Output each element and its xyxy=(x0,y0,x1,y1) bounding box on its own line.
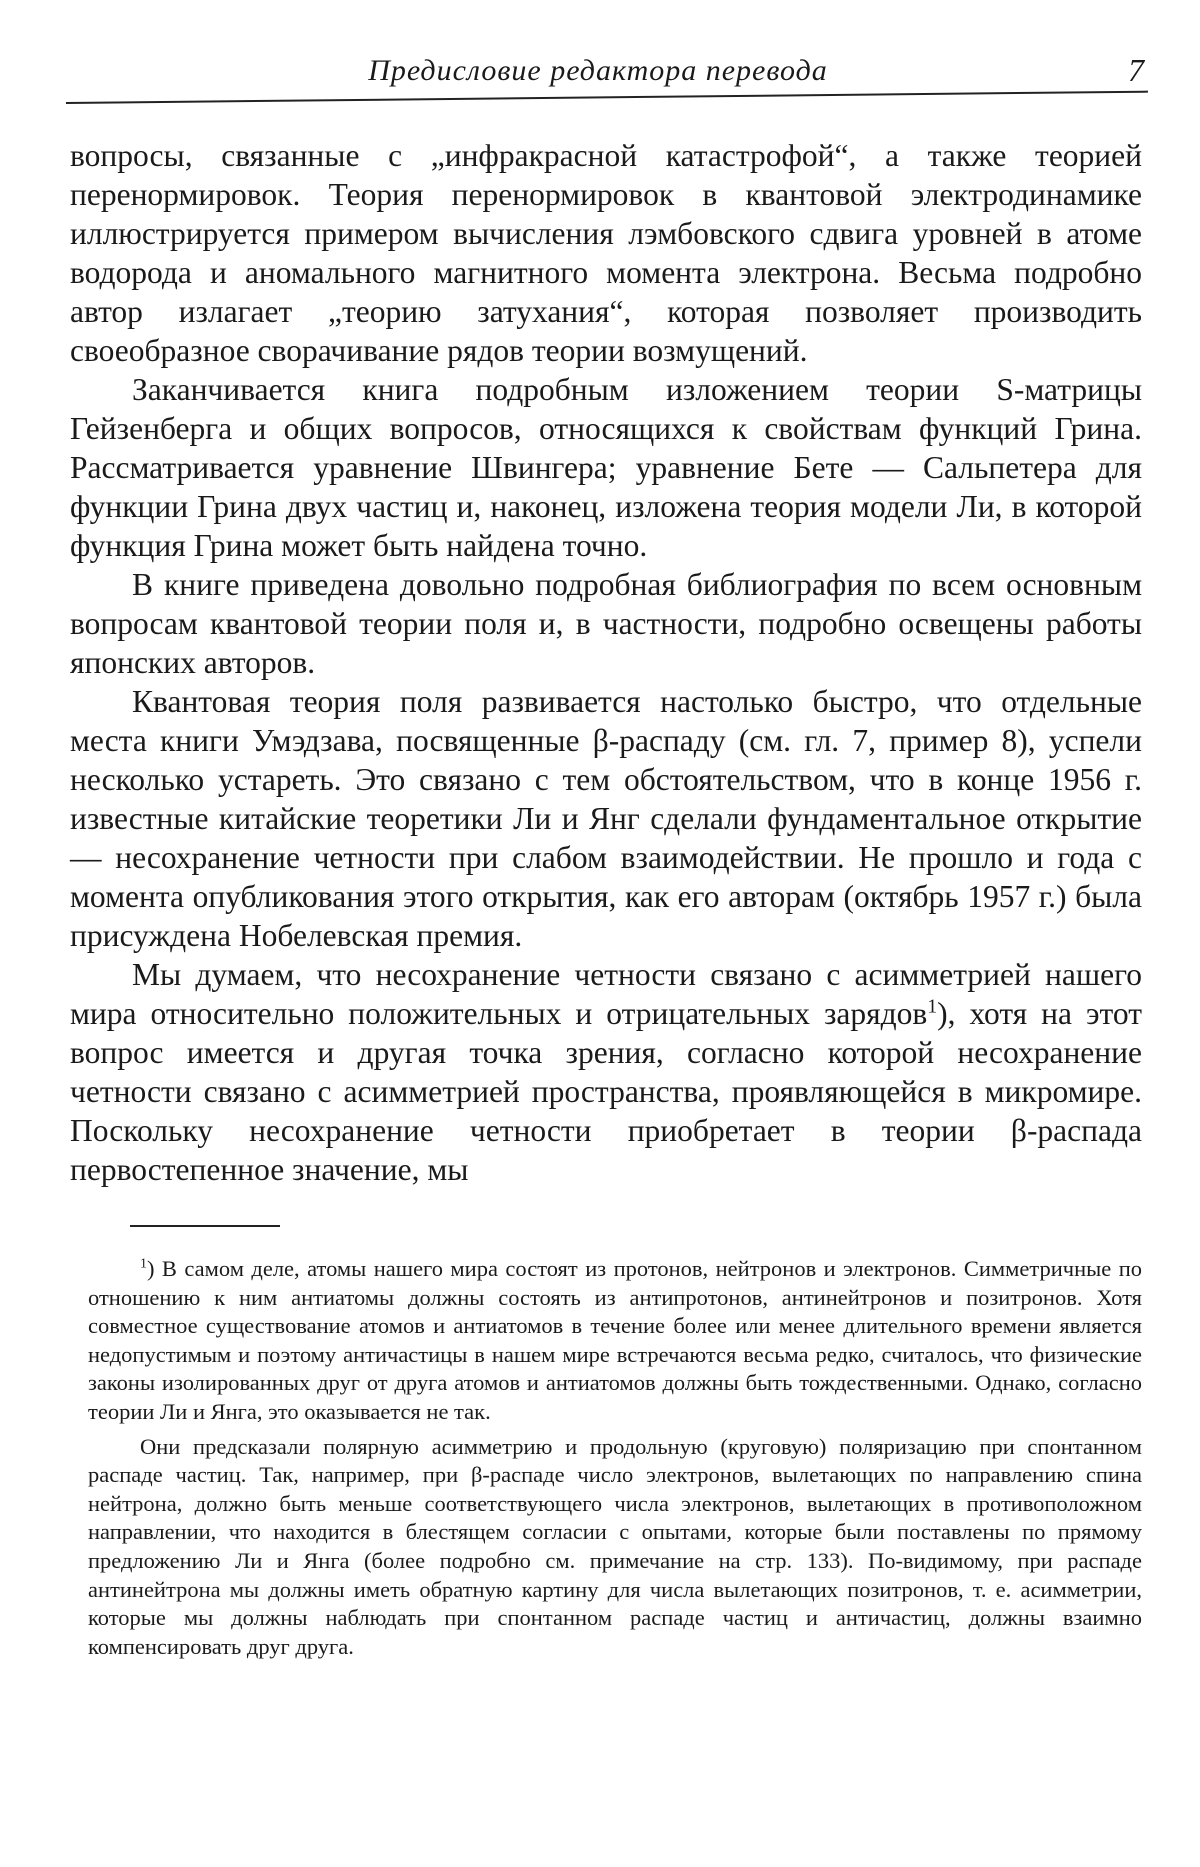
paragraph-4: Квантовая теория поля развивается настолько быстро, что отдельные места книги Умэдзава, посвященные β-распаду (см. гл. 7, пример 8), успели несколько устареть. Это связано с тем обстоятельством, что в конце 1956 г. известные китайские теоретики Ли и Янг сделали фундаментальное открытие — несохранение четности при слабом взаимодействии. Не прошло и года с момента опубликования этого открытия, как его авторам (октябрь 1957 г.) была присуждена Нобелевская премия. xyxy=(70,684,1142,953)
running-title: Предисловие редактора перевода xyxy=(368,54,828,87)
footnote-1 xyxy=(88,1255,1142,1427)
header-rule xyxy=(66,91,1148,104)
paragraph-5-after: ), хотя на этот вопрос имеется и другая точка зрения, согласно которой несохранение четности связано с асимметрией пространства, проявляющейся в микромире. Поскольку несохранение четности приобретает в теории β-распада первостепенное значение, мы xyxy=(70,996,1142,1187)
main-text xyxy=(48,136,1148,1189)
footnote-1-text: ) В самом деле, атомы нашего мира состоят из протонов, нейтронов и электронов. Симметричные по отношению к ним антиатомы должны состоять из антипротонов, антинейтронов и позитронов. Хотя совместное существование атомов и антиатомов в течение более или менее длительного времени является недопустимым и поэтому античастицы в нашем мире встречаются весьма редко, считалось, что физические законы изолированных друг от друга атомов и антиатомов должны быть тождественными. Однако, согласно теории Ли и Янга, это оказывается не так. xyxy=(88,1256,1142,1424)
paragraph-1: вопросы, связанные с „инфракрасной катастрофой“, а также теорией перенормировок. Теория перенормировок в квантовой электродинамике иллюстрируется примером вычисления лэмбовского сдвига уровней в атоме водорода и аномального магнитного момента электрона. Весьма подробно автор излагает „теорию затухания“, которая позволяет производить своеобразное сворачивание рядов теории возмущений. xyxy=(70,138,1142,368)
footnote-1-continuation: Они предсказали полярную асимметрию и продольную (круговую) поляризацию при спонтанном распаде частиц. Так, например, при β-распаде число электронов, вылетающих по направлению спина нейтрона, должно быть меньше соответствующего числа электронов, вылетающих в противоположном направлении, что находится в блестящем согласии с опытами, которые были поставлены по прямому предложению Ли и Янга (более подробно см. примечание на стр. 133). По-видимому, при распаде антинейтрона мы должны иметь обратную картину для числа вылетающих позитронов, т. е. асимметрии, которые мы должны наблюдать при спонтанном распаде частиц и античастиц, должны взаимно компенсировать друг друга. xyxy=(88,1433,1142,1659)
book-page xyxy=(48,40,1148,1661)
page-number: 7 xyxy=(1128,52,1144,88)
footnote-mark: 1 xyxy=(140,1256,147,1272)
paragraph-3: В книге приведена довольно подробная библиография по всем основным вопросам квантовой теории поля и, в частности, подробно освещены работы японских авторов. xyxy=(70,567,1142,680)
paragraph-5-before: Мы думаем, что несохранение четности связано с асимметрией нашего мира относительно положительных и отрицательных зарядов xyxy=(70,957,1142,1031)
paragraph-2: Заканчивается книга подробным изложением теории S-матрицы Гейзенберга и общих вопросов, относящихся к свойствам функций Грина. Рассматривается уравнение Швингера; уравнение Бете — Сальпетера для функции Грина двух частиц и, наконец, изложена теория модели Ли, в которой функция Грина может быть найдена точно. xyxy=(70,372,1142,563)
footnote-reference: 1 xyxy=(927,996,938,1018)
page-header xyxy=(48,40,1148,100)
paragraph-5 xyxy=(70,955,1142,1189)
footnote-rule xyxy=(130,1225,280,1227)
footnotes xyxy=(48,1255,1148,1661)
